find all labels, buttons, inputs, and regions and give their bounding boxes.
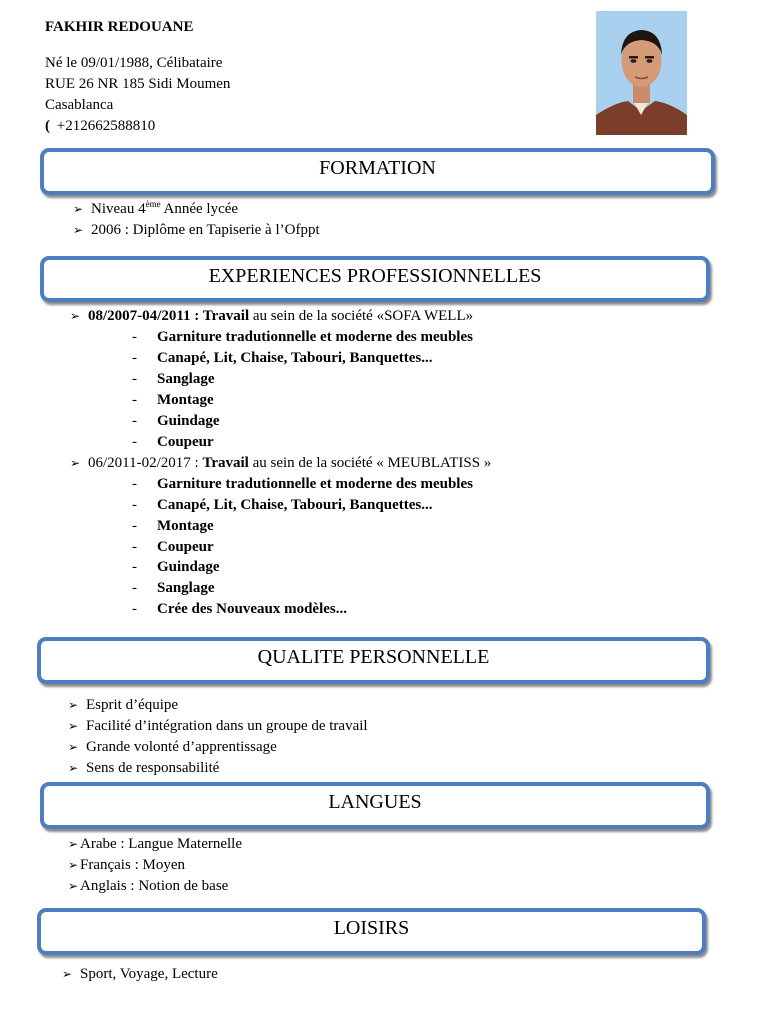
- task-dash: -: [132, 434, 137, 450]
- arrow-bullet-icon: ➢: [68, 858, 79, 872]
- langue-item: ➢ Arabe : Langue Maternelle: [68, 836, 243, 852]
- qualite-item: ➢ Grande volonté d’apprentissage: [68, 739, 277, 755]
- arrow-bullet-icon: ➢: [68, 837, 79, 851]
- profile-photo-illustration: [596, 11, 687, 135]
- task-item: Canapé, Lit, Chaise, Tabouri, Banquettes...: [157, 350, 433, 366]
- task-item: Coupeur: [157, 539, 214, 555]
- task-dash: -: [132, 392, 137, 408]
- address-line-2: Casablanca: [45, 97, 114, 113]
- task-dash: -: [132, 580, 137, 596]
- arrow-bullet-icon: ➢: [70, 456, 81, 470]
- formation-item: ➢ 2006 : Diplôme en Tapiserie à l’Ofppt: [73, 222, 320, 238]
- section-langues: LANGUES: [40, 782, 710, 829]
- arrow-bullet-icon: ➢: [73, 223, 84, 237]
- phone-icon: (: [45, 118, 50, 134]
- task-dash: -: [132, 601, 137, 617]
- task-dash: -: [132, 350, 137, 366]
- task-dash: -: [132, 329, 137, 345]
- task-item: Coupeur: [157, 434, 214, 450]
- task-item: Montage: [157, 392, 214, 408]
- address-line-1: RUE 26 NR 185 Sidi Moumen: [45, 76, 231, 92]
- task-item: Montage: [157, 518, 214, 534]
- section-experiences: EXPERIENCES PROFESSIONNELLES: [40, 256, 710, 302]
- arrow-bullet-icon: ➢: [73, 202, 84, 216]
- section-loisirs: LOISIRS: [37, 908, 706, 955]
- task-item: Crée des Nouveaux modèles...: [157, 601, 347, 617]
- phone-line: [45, 117, 155, 135]
- langue-item: ➢ Anglais : Notion de base: [68, 878, 229, 894]
- task-item: Garniture tradutionnelle et moderne des meubles: [157, 476, 473, 492]
- arrow-bullet-icon: ➢: [68, 740, 79, 754]
- task-item: Sanglage: [157, 371, 215, 387]
- task-dash: -: [132, 497, 137, 513]
- arrow-bullet-icon: ➢: [68, 698, 79, 712]
- profile-photo: [596, 11, 687, 135]
- qualite-item: ➢ Facilité d’intégration dans un groupe de travail: [68, 718, 368, 734]
- task-dash: -: [132, 371, 137, 387]
- section-qualite: QUALITE PERSONNELLE: [37, 637, 710, 684]
- arrow-bullet-icon: ➢: [68, 719, 79, 733]
- task-dash: -: [132, 539, 137, 555]
- task-dash: -: [132, 413, 137, 429]
- birth-info: Né le 09/01/1988, Célibataire: [45, 55, 223, 71]
- section-formation: FORMATION: [40, 148, 715, 195]
- task-item: Guindage: [157, 413, 220, 429]
- experience-1: ➢ 08/2007-04/2011 : Travail au sein de la société «SOFA WELL»: [70, 308, 474, 324]
- task-item: Garniture tradutionnelle et moderne des meubles: [157, 329, 473, 345]
- task-dash: -: [132, 559, 137, 575]
- qualite-item: ➢ Esprit d’équipe: [68, 697, 179, 713]
- arrow-bullet-icon: ➢: [68, 761, 79, 775]
- experience-2: ➢ 06/2011-02/2017 : Travail au sein de la société « MEUBLATISS »: [70, 455, 492, 471]
- langue-item: ➢ Français : Moyen: [68, 857, 185, 873]
- candidate-name: FAKHIR REDOUANE: [45, 19, 194, 35]
- task-dash: -: [132, 476, 137, 492]
- formation-item: ➢ Niveau 4ème Année lycée: [73, 199, 239, 217]
- task-item: Canapé, Lit, Chaise, Tabouri, Banquettes...: [157, 497, 433, 513]
- task-item: Guindage: [157, 559, 220, 575]
- loisirs-item: ➢ Sport, Voyage, Lecture: [62, 966, 218, 982]
- phone-number: +212662588810: [56, 118, 156, 134]
- qualite-item: ➢ Sens de responsabilité: [68, 760, 220, 776]
- task-item: Sanglage: [157, 580, 215, 596]
- arrow-bullet-icon: ➢: [68, 879, 79, 893]
- task-dash: -: [132, 518, 137, 534]
- arrow-bullet-icon: ➢: [70, 309, 81, 323]
- arrow-bullet-icon: ➢: [62, 967, 73, 981]
